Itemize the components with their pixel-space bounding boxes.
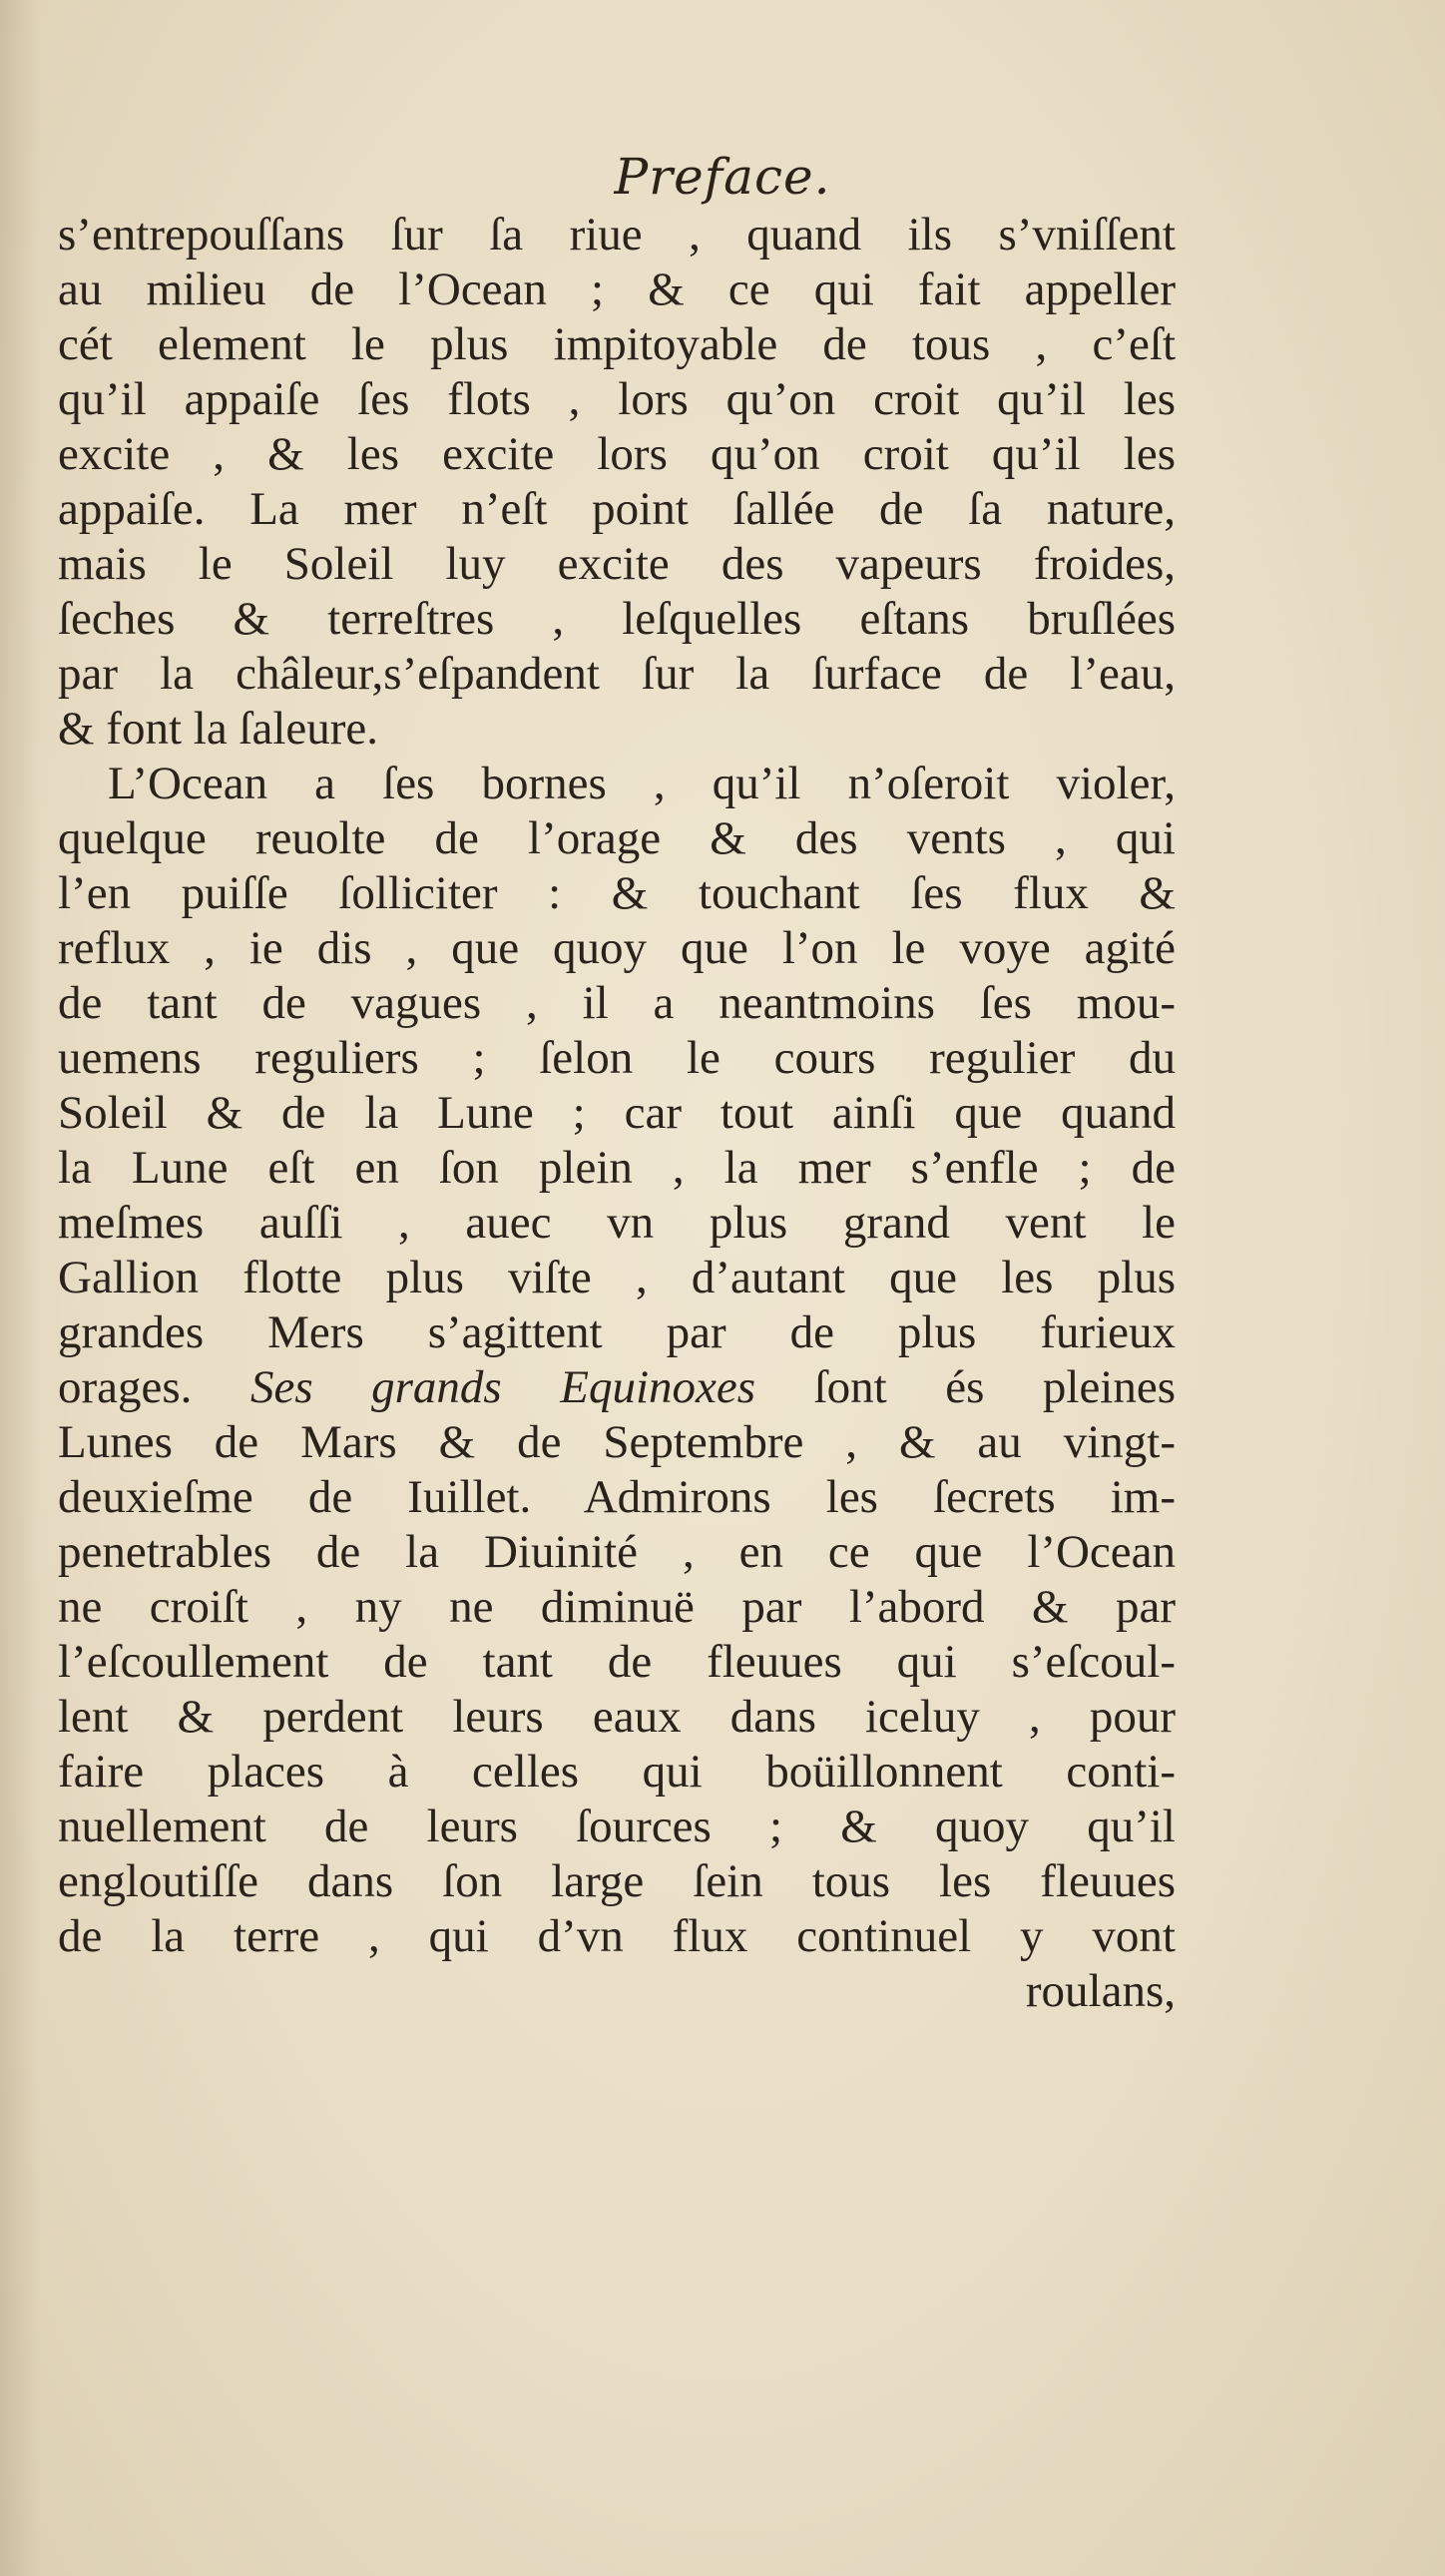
text-line: grandes Mers s’agittent par de plus furieux	[58, 1306, 1176, 1358]
text-run: orages.	[58, 1361, 193, 1413]
text-line: par la châleur,s’eſpandent ſur la ſurface de l’eau,	[58, 648, 1176, 700]
text-line: deuxieſme de Iuillet. Admirons les ſecrets im-	[58, 1471, 1176, 1523]
text-line: excite , & les excite lors qu’on croit qu’il les	[58, 428, 1176, 480]
text-line: ſeches & terreſtres , leſquelles eſtans bruſlées	[58, 593, 1176, 645]
text-line: appaiſe. La mer n’eſt point ſallée de ſa nature,	[58, 483, 1176, 535]
text-line: reflux , ie dis , que quoy que l’on le voye agité	[58, 922, 1176, 974]
text-line: mais le Soleil luy excite des vapeurs froides,	[58, 538, 1176, 590]
text-line: de la terre , qui d’vn flux continuel y vont	[58, 1910, 1176, 1962]
text-line: & font la ſaleure.	[58, 703, 379, 755]
text-line: s’entrepouſſans ſur ſa riue , quand ils s’vniſſent	[58, 209, 1176, 260]
body-text	[58, 208, 1176, 2019]
catchword: roulans,	[1025, 1965, 1176, 2017]
text-line: L’Ocean a ſes bornes , qu’il n’oſeroit violer,	[108, 758, 1176, 809]
text-line: Lunes de Mars & de Septembre , & au vingt-	[58, 1416, 1176, 1468]
text-line: nuellement de leurs ſources ; & quoy qu’il	[58, 1801, 1176, 1852]
text-line: Soleil & de la Lune ; car tout ainſi que quand	[58, 1087, 1176, 1139]
text-line: ne croiſt , ny ne diminuë par l’abord & par	[58, 1581, 1176, 1633]
text-line-with-italic	[58, 1360, 1176, 1415]
text-line: faire places à celles qui boüillonnent conti-	[58, 1746, 1176, 1798]
text-line: lent & perdent leurs eaux dans iceluy , pour	[58, 1691, 1176, 1743]
text-line: meſmes auſſi , auec vn plus grand vent le	[58, 1197, 1176, 1249]
text-line: au milieu de l’Ocean ; & ce qui fait appeller	[58, 263, 1176, 315]
running-head: Preface.	[614, 148, 831, 206]
text-line: Gallion flotte plus viſte , d’autant que les plus	[58, 1252, 1176, 1303]
text-line: engloutiſſe dans ſon large ſein tous les fleuues	[58, 1855, 1176, 1907]
text-line: la Lune eſt en ſon plein , la mer s’enfle ; de	[58, 1142, 1176, 1194]
text-line: l’en puiſſe ſolliciter : & touchant ſes flux &	[58, 867, 1176, 919]
text-line: de tant de vagues , il a neantmoins ſes mou-	[58, 977, 1176, 1029]
italic-phrase: Ses grands Equinoxes	[249, 1361, 756, 1413]
text-line: qu’il appaiſe ſes flots , lors qu’on croit qu’il les	[58, 373, 1176, 425]
text-line: l’eſcoullement de tant de fleuues qui s’eſcoul-	[58, 1636, 1176, 1688]
text-line: penetrables de la Diuinité , en ce que l’Ocean	[58, 1526, 1176, 1578]
page-gutter-shadow	[0, 0, 40, 2576]
text-line: uemens reguliers ; ſelon le cours regulier du	[58, 1032, 1176, 1084]
text-run: ſont és pleines	[813, 1361, 1177, 1413]
text-line: cét element le plus impitoyable de tous , c’eſt	[58, 318, 1176, 370]
text-line: quelque reuolte de l’orage & des vents , qui	[58, 812, 1176, 864]
